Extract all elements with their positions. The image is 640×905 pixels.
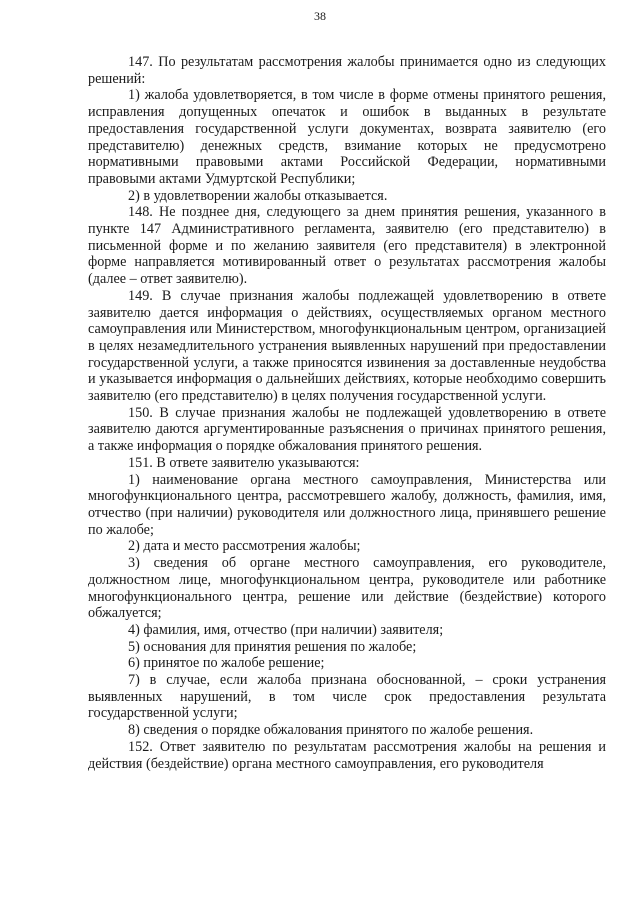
paragraph-151-item-5: 5) основания для принятия решения по жалобе;: [128, 638, 417, 655]
paragraph-151-item-7: 7) в случае, если жалоба признана обоснованной, – сроки устранения выявленных нарушений, в том числе срок предоставления результата государственной услуги;: [88, 672, 606, 722]
page-number: 38: [314, 9, 326, 23]
paragraph-151-item-2: 2) дата и место рассмотрения жалобы;: [128, 538, 361, 555]
paragraph-150: 150. В случае признания жалобы не подлежащей удовлетворению в ответе заявителю даются аргументированные разъяснения о причинах принятого решения, а также информация о порядке обжалования принятого решения.: [88, 404, 606, 455]
document-body: [88, 54, 606, 772]
paragraph-151-item-8: 8) сведения о порядке обжалования принятого по жалобе решения.: [128, 722, 534, 739]
paragraph-147: 147. По результатам рассмотрения жалобы принимается одно из следующих решений:: [88, 54, 606, 87]
paragraph-151-item-3: 3) сведения об органе местного самоуправления, его руководителе, должностном лице, многофункциональном центра, руководителе или работнике многофункционального центра, решение или действие (бездействие) которого обжалуется;: [88, 555, 606, 622]
paragraph-147-item-1: 1) жалоба удовлетворяется, в том числе в форме отмены принятого решения, исправления допущенных опечаток и ошибок в выданных в результате предоставления государственной услуги документах, возврата заявителю (его представителю) денежных средств, взимание которых не предусмотрено нормативными правовыми актами Российской Федерации, нормативными правовыми актами Удмуртской Республики;: [88, 87, 606, 187]
paragraph-151: 151. В ответе заявителю указываются:: [128, 454, 360, 471]
paragraph-151-item-4: 4) фамилия, имя, отчество (при наличии) заявителя;: [128, 621, 444, 638]
paragraph-152: 152. Ответ заявителю по результатам рассмотрения жалобы на решения и действия (бездействие) органа местного самоуправления, его руководителя: [88, 738, 606, 772]
paragraph-147-item-2: 2) в удовлетворении жалобы отказывается.: [128, 187, 388, 204]
paragraph-151-item-6: 6) принятое по жалобе решение;: [128, 655, 325, 672]
paragraph-149: 149. В случае признания жалобы подлежащей удовлетворению в ответе заявителю дается информация о действиях, осуществляемых органом местного самоуправления или Министерством, многофункциональным центром, организацией в целях незамедлительного устранения выявленных нарушений при предоставлении государственной услуги, а также приносятся извинения за доставленные неудобства и указывается информация о дальнейших действиях, которые необходимо совершить заявителю (его представителю) в целях получения государственной услуги.: [88, 287, 606, 405]
paragraph-148: 148. Не позднее дня, следующего за днем принятия решения, указанного в пункте 147 Административного регламента, заявителю (его представителю) в письменной форме и по желанию заявителя (его представителя) в электронной форме направляется мотивированный ответ о результатах рассмотрения жалобы (далее – ответ заявителю).: [88, 204, 606, 288]
paragraph-151-item-1: 1) наименование органа местного самоуправления, Министерства или многофункционального центра, рассмотревшего жалобу, должность, фамилия, имя, отчество (при наличии) руководителя или должностного лица, принявшего решение по жалобе;: [88, 471, 606, 538]
